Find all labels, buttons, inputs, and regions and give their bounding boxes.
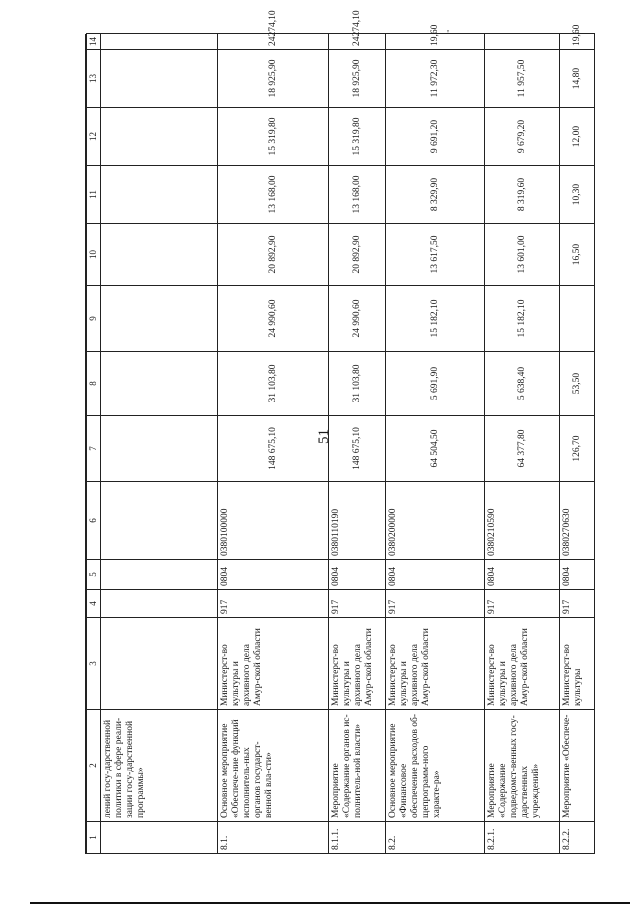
value-cell — [101, 50, 218, 108]
row-number: 8.1. — [218, 822, 329, 854]
value-cell: 64 504,50 — [386, 416, 485, 482]
value-cell: 15 182,10 — [386, 286, 485, 352]
value-cell — [560, 286, 595, 352]
header-cell: 13 — [87, 50, 101, 108]
executor: Министерст-во культуры и архивного дела Амур-ской области — [329, 618, 386, 710]
page-number: 51 — [316, 429, 332, 444]
header-cell: 4 — [87, 590, 101, 618]
target-code: 0380270630 — [560, 482, 595, 560]
value-cell: 18 925,90 — [218, 50, 329, 108]
value-cell — [101, 286, 218, 352]
value-cell: 13 601,00 — [485, 224, 560, 286]
value-cell: 15 319,80 — [218, 108, 329, 166]
value-cell: 24 990,60 — [329, 286, 386, 352]
activity-name: Мероприятие «Содержание органов ис-полнитель-ной власти» — [329, 710, 386, 822]
value-cell — [101, 34, 218, 50]
value-cell: 15 319,80 — [329, 108, 386, 166]
target-code: 0380100000 — [218, 482, 329, 560]
table-row — [485, 34, 560, 854]
value-cell: 9 691,20 — [386, 108, 485, 166]
table-row — [329, 34, 386, 854]
executor: Министерст-во культуры и архивного дела Амур-ской области — [386, 618, 485, 710]
value-cell: 20 892,90 — [218, 224, 329, 286]
value-cell: 148 675,10 — [329, 416, 386, 482]
value-cell: 31 103,80 — [218, 352, 329, 416]
value-cell — [101, 108, 218, 166]
value-cell — [101, 416, 218, 482]
value-cell: 15 182,10 — [485, 286, 560, 352]
table-row — [560, 34, 595, 854]
grbs-code: 917 — [329, 590, 386, 618]
table-row — [386, 34, 485, 854]
value-cell: 10,30 — [560, 166, 595, 224]
header-cell: 9 — [87, 286, 101, 352]
value-cell: 31 103,80 — [329, 352, 386, 416]
activity-name: лений госу-дарственной политики в сфере реали-зации госу-дарственной программы» — [101, 710, 218, 822]
section-code: 0804 — [329, 560, 386, 590]
target-code: 0380210590 — [485, 482, 560, 560]
row-number: 8.2. — [386, 822, 485, 854]
table-row — [101, 34, 218, 854]
value-cell: 126,70 — [560, 416, 595, 482]
value-cell: 13 617,50 — [386, 224, 485, 286]
header-cell: 2 — [87, 710, 101, 822]
value-cell: 13 168,00 — [218, 166, 329, 224]
value-cell: 8 329,90 — [386, 166, 485, 224]
activity-name: Основное мероприятие «Финансовое обеспечение расходов об-щепрограмм-ного характе-ра» — [386, 710, 485, 822]
value-cell: 11 972,30 — [386, 50, 485, 108]
header-cell: 10 — [87, 224, 101, 286]
value-cell: 148 675,10 — [218, 416, 329, 482]
value-cell: 13 168,00 — [329, 166, 386, 224]
value-cell: 64 377,80 — [485, 416, 560, 482]
rotated-table-wrapper — [86, 10, 590, 854]
grbs-code: 917 — [218, 590, 329, 618]
section-code: 0804 — [560, 560, 595, 590]
budget-table — [86, 10, 595, 854]
header-cell: 6 — [87, 482, 101, 560]
header-cell: 11 — [87, 166, 101, 224]
target-code — [101, 482, 218, 560]
activity-name: Основное мероприятие «Обеспече-ние функций исполнитель-ных органов государст-венной вла-сти» — [218, 710, 329, 822]
value-cell: 8 319,60 — [485, 166, 560, 224]
row-number: 8.1.1. — [329, 822, 386, 854]
grbs-code: 917 — [560, 590, 595, 618]
header-cell: 12 — [87, 108, 101, 166]
value-cell: 19,60 — [386, 34, 485, 50]
target-code: 0380110190 — [329, 482, 386, 560]
value-cell: 5 638,40 — [485, 352, 560, 416]
header-cell: 3 — [87, 618, 101, 710]
corner-mark: ' — [447, 28, 449, 40]
value-cell — [485, 34, 560, 50]
header-cell: 8 — [87, 352, 101, 416]
executor: Министерст-во культуры — [560, 618, 595, 710]
value-cell: 19,60 — [560, 34, 595, 50]
executor — [101, 618, 218, 710]
scan-edge-line — [30, 902, 630, 904]
value-cell: 53,50 — [560, 352, 595, 416]
header-cell: 7 — [87, 416, 101, 482]
section-code: 0804 — [485, 560, 560, 590]
row-number: 8.2.1. — [485, 822, 560, 854]
value-cell: 24 990,60 — [218, 286, 329, 352]
activity-name: Мероприятие «Обеспече- — [560, 710, 595, 822]
section-code: 0804 — [218, 560, 329, 590]
value-cell: 20 892,90 — [329, 224, 386, 286]
section-code — [101, 560, 218, 590]
header-cell: 5 — [87, 560, 101, 590]
value-cell: 24274,10 — [329, 34, 386, 50]
value-cell — [101, 224, 218, 286]
value-cell: 11 957,50 — [485, 50, 560, 108]
executor: Министерст-во культуры и архивного дела Амур-ской области — [485, 618, 560, 710]
value-cell: 18 925,90 — [329, 50, 386, 108]
target-code: 0380200000 — [386, 482, 485, 560]
value-cell: 9 679,20 — [485, 108, 560, 166]
row-number: 8.2.2. — [560, 822, 595, 854]
header-cell: 1 — [87, 822, 101, 854]
grbs-code: 917 — [485, 590, 560, 618]
value-cell: 16,50 — [560, 224, 595, 286]
value-cell: 12,00 — [560, 108, 595, 166]
value-cell: 14,80 — [560, 50, 595, 108]
value-cell — [101, 352, 218, 416]
header-cell: 14 — [87, 34, 101, 50]
value-cell: 5 691,90 — [386, 352, 485, 416]
value-cell — [101, 166, 218, 224]
table-row — [218, 34, 329, 854]
activity-name: Мероприятие «Содержание подведомст-венных госу-дарственных учреждений» — [485, 710, 560, 822]
header-row — [87, 34, 101, 854]
grbs-code: 917 — [386, 590, 485, 618]
row-number — [101, 822, 218, 854]
value-cell: 24274,10 — [218, 34, 329, 50]
grbs-code — [101, 590, 218, 618]
table-area — [85, 10, 590, 854]
section-code: 0804 — [386, 560, 485, 590]
executor: Министерст-во культуры и архивного дела Амур-ской области — [218, 618, 329, 710]
